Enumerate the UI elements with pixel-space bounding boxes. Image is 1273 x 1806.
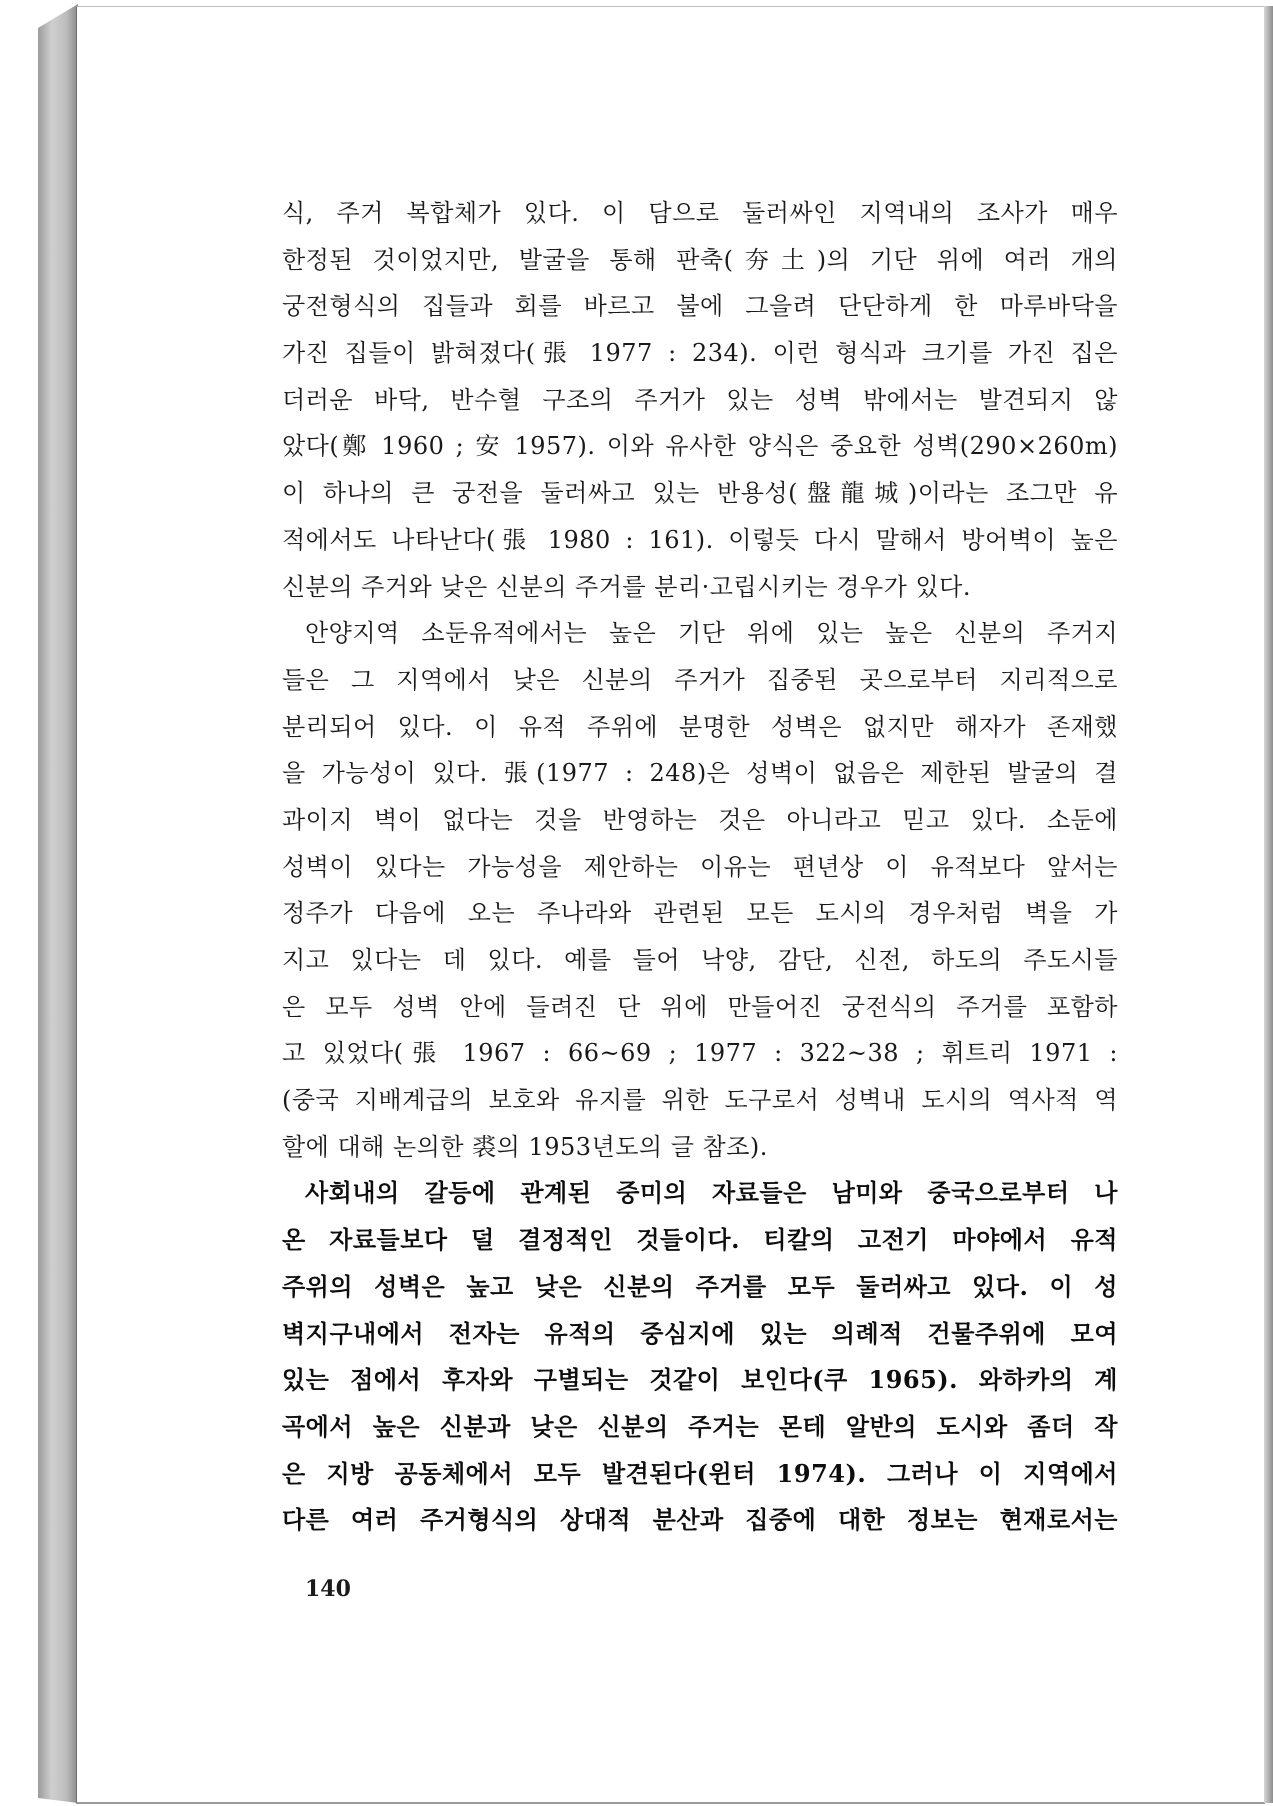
text-line: 분리되어 있다. 이 유적 주위에 분명한 성벽은 없지만 해자가 존재했 (282, 712, 1118, 741)
text-line: 정주가 다음에 오는 주나라와 관련된 모든 도시의 경우처럼 벽을 가 (282, 899, 1118, 928)
paragraph (282, 610, 1118, 1170)
text-line: 다른 여러 주거형식의 상대적 분산과 집중에 대한 정보는 현재로서는 (282, 1505, 1118, 1535)
text-line: (중국 지배계급의 보호와 유지를 위한 도구로서 성벽내 도시의 역사적 역 (282, 1086, 1118, 1115)
text-line: 고 있었다(張 1967 : 66~69 ; 1977 : 322~38 ; 휘트리 1971 : (282, 1039, 1118, 1068)
text-line: 을 가능성이 있다. 張(1977 : 248)은 성벽이 없음은 제한된 발굴의 결 (282, 759, 1118, 788)
text-line: 적에서도 나타난다(張 1980 : 161). 이렇듯 다시 말해서 방어벽이 높은 (282, 525, 1118, 554)
text-line: 지고 있다는 데 있다. 예를 들어 낙양, 감단, 신전, 하도의 주도시들 (282, 946, 1118, 974)
paragraph (282, 190, 1118, 610)
body-text (282, 190, 1118, 1544)
text-line: 주위의 성벽은 높고 낮은 신분의 주거를 모두 둘러싸고 있다. 이 성 (282, 1271, 1118, 1301)
book-spine (38, 0, 78, 1806)
text-line: 들은 그 지역에서 낮은 신분의 주거가 집중된 곳으로부터 지리적으로 (282, 665, 1118, 694)
text-line: 식, 주거 복합체가 있다. 이 담으로 둘러싸인 지역내의 조사가 매우 (282, 199, 1118, 227)
text-line: 았다(鄭 1960 ; 安 1957). 이와 유사한 양식은 중요한 성벽(290×260m) (282, 432, 1118, 461)
text-line: 벽지구내에서 전자는 유적의 중심지에 있는 의례적 건물주위에 모여 (282, 1318, 1118, 1348)
text-line: 성벽이 있다는 가능성을 제안하는 이유는 편년상 이 유적보다 앞서는 (282, 852, 1118, 881)
text-line: 은 지방 공동체에서 모두 발견된다(윈터 1974). 그러나 이 지역에서 (282, 1458, 1118, 1488)
paragraph (282, 1170, 1118, 1544)
text-line: 온 자료들보다 덜 결정적인 것들이다. 티칼의 고전기 마야에서 유적 (282, 1225, 1118, 1255)
text-line: 더러운 바닥, 반수혈 구조의 주거가 있는 성벽 밖에서는 발견되지 않 (282, 385, 1118, 414)
text-line: 궁전형식의 집들과 회를 바르고 불에 그을려 단단하게 한 마루바닥을 (282, 292, 1118, 321)
text-line: 은 모두 성벽 안에 들려진 단 위에 만들어진 궁전식의 주거를 포함하 (282, 992, 1118, 1021)
text-line: 곡에서 높은 신분과 낮은 신분의 주거는 몬테 알반의 도시와 좀더 작 (282, 1411, 1118, 1441)
page-edge-shadow (1264, 6, 1273, 1803)
text-line: 한정된 것이었지만, 발굴을 통해 판축(夯土)의 기단 위에 여러 개의 (282, 245, 1118, 274)
text-line: 사회내의 갈등에 관계된 중미의 자료들은 남미와 중국으로부터 나 (305, 1178, 1118, 1208)
text-line: 안양지역 소둔유적에서는 높은 기단 위에 있는 높은 신분의 주거지 (305, 619, 1118, 648)
text-line: 가진 집들이 밝혀졌다(張 1977 : 234). 이런 형식과 크기를 가진 집은 (282, 339, 1118, 368)
text-line: 이 하나의 큰 궁전을 둘러싸고 있는 반용성(盤龍城)이라는 조그만 유 (282, 479, 1118, 508)
text-line: 과이지 벽이 없다는 것을 반영하는 것은 아니라고 믿고 있다. 소둔에 (282, 805, 1118, 834)
text-line: 있는 점에서 후자와 구별되는 것같이 보인다(쿠 1965). 와하카의 계 (282, 1365, 1118, 1395)
text-line: 할에 대해 논의한 裘의 1953년도의 글 참조). (282, 1132, 768, 1161)
text-line: 신분의 주거와 낮은 신분의 주거를 분리·고립시키는 경우가 있다. (282, 572, 971, 601)
page-number: 140 (305, 1576, 351, 1602)
